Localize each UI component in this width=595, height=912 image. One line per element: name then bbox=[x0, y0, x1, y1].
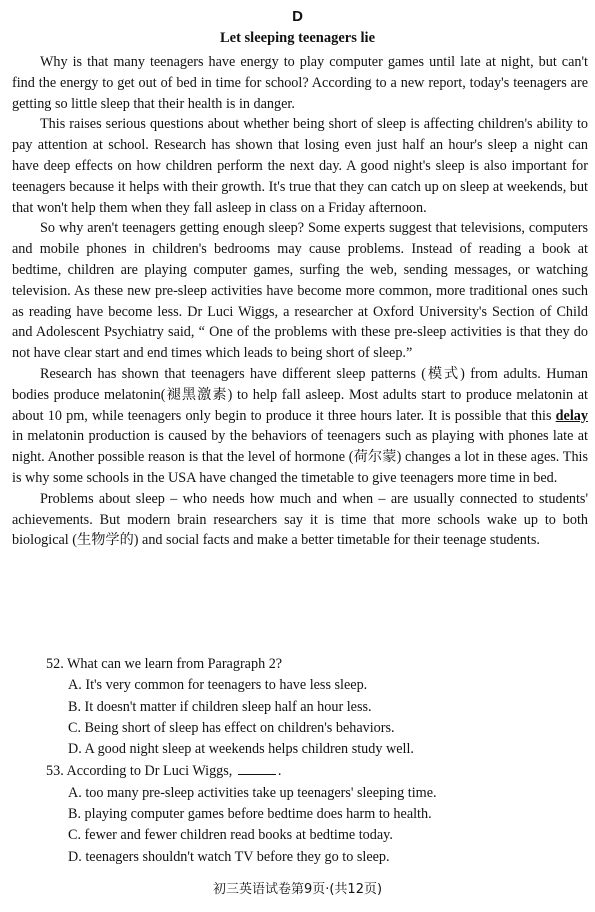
question-53-option-a: A. too many pre-sleep activities take up teenagers' sleeping time. bbox=[68, 784, 437, 801]
paragraph-4-part-1: Research has shown that teenagers have different sleep patterns (模式) from adults. Human bodies produce melatonin(褪黑激素) to help fall asleep. Most adults start to produce melatonin at about 10 pm, while teenagers only begin to produce it three hours later. It is possible that this bbox=[12, 365, 588, 424]
paragraph-5: Problems about sleep – who needs how much and when – are usually connected to students' achievements. But modern brain researchers say it is time that more schools wake up to both biological (生物学的) and social facts and make a better timetable for their teenage students. bbox=[12, 490, 588, 549]
section-letter: D bbox=[292, 8, 303, 25]
underlined-word: delay bbox=[555, 407, 588, 424]
question-53-option-c: C. fewer and fewer children read books at bedtime today. bbox=[68, 827, 393, 844]
question-52-option-d: D. A good night sleep at weekends helps children study well. bbox=[68, 741, 414, 758]
question-52-option-b: B. It doesn't matter if children sleep half an hour less. bbox=[68, 698, 372, 715]
paragraph-2: This raises serious questions about whether being short of sleep is affecting children's ability to pay attention at school. Research has shown that losing even just half an hour's sleep a night can have deep effects on how children perform the next day. A good night's sleep is also important for teenagers because it helps with their growth. It's true that they can catch up on sleep at weekends, but that won't help them when they fall asleep in class on a Friday afternoon. bbox=[12, 116, 588, 216]
question-53-stem bbox=[12, 760, 588, 782]
paragraph-4-part-2: in melatonin production is caused by the behaviors of teenagers such as playing with phones late at night. Another possible reason is that the level of hormone (荷尔蒙) changes a lot in these ages. This is why some schools in the USA have changed the timetable to give teenagers more time in bed. bbox=[12, 428, 588, 486]
question-53-option-d: D. teenagers shouldn't watch TV before they go to sleep. bbox=[68, 848, 390, 865]
question-52-stem: 52. What can we learn from Paragraph 2? bbox=[46, 656, 283, 672]
question-52-option-a: A. It's very common for teenagers to have less sleep. bbox=[68, 677, 368, 694]
paragraph-1: Why is that many teenagers have energy to play computer games until late at night, but can't find the energy to get out of bed in time for school? According to a new report, today's teenagers are getting so little sleep that their health is in danger. bbox=[12, 54, 588, 112]
question-53-stem-text: 53. According to Dr Luci Wiggs, bbox=[46, 763, 236, 780]
answer-blank bbox=[238, 760, 276, 775]
question-52-option-c: C. Being short of sleep has effect on children's behaviors. bbox=[68, 719, 395, 736]
reading-passage bbox=[12, 52, 588, 551]
page-footer: 初三英语试卷第9页·(共12页) bbox=[212, 882, 383, 897]
question-list bbox=[12, 654, 588, 868]
paragraph-4 bbox=[12, 364, 588, 489]
paragraph-3: So why aren't teenagers getting enough sleep? Some experts suggest that televisions, computers and mobile phones in children's bedrooms may cause problems. Instead of reading a book at bedtime, children are playing computer games, surfing the web, sending messages, or watching television. As these new pre-sleep activities have become more common, more traditional ones such as reading have become less. Dr Luci Wiggs, a researcher at Oxford University's Section of Child and Adolescent Psychiatry said, “ One of the problems with these pre-sleep activities is that they do not have clear start and end times which leads to being short of sleep.” bbox=[12, 220, 588, 362]
question-53-stem-end: . bbox=[277, 763, 282, 780]
question-53-option-b: B. playing computer games before bedtime does harm to health. bbox=[68, 806, 432, 823]
passage-title: Let sleeping teenagers lie bbox=[219, 30, 376, 46]
